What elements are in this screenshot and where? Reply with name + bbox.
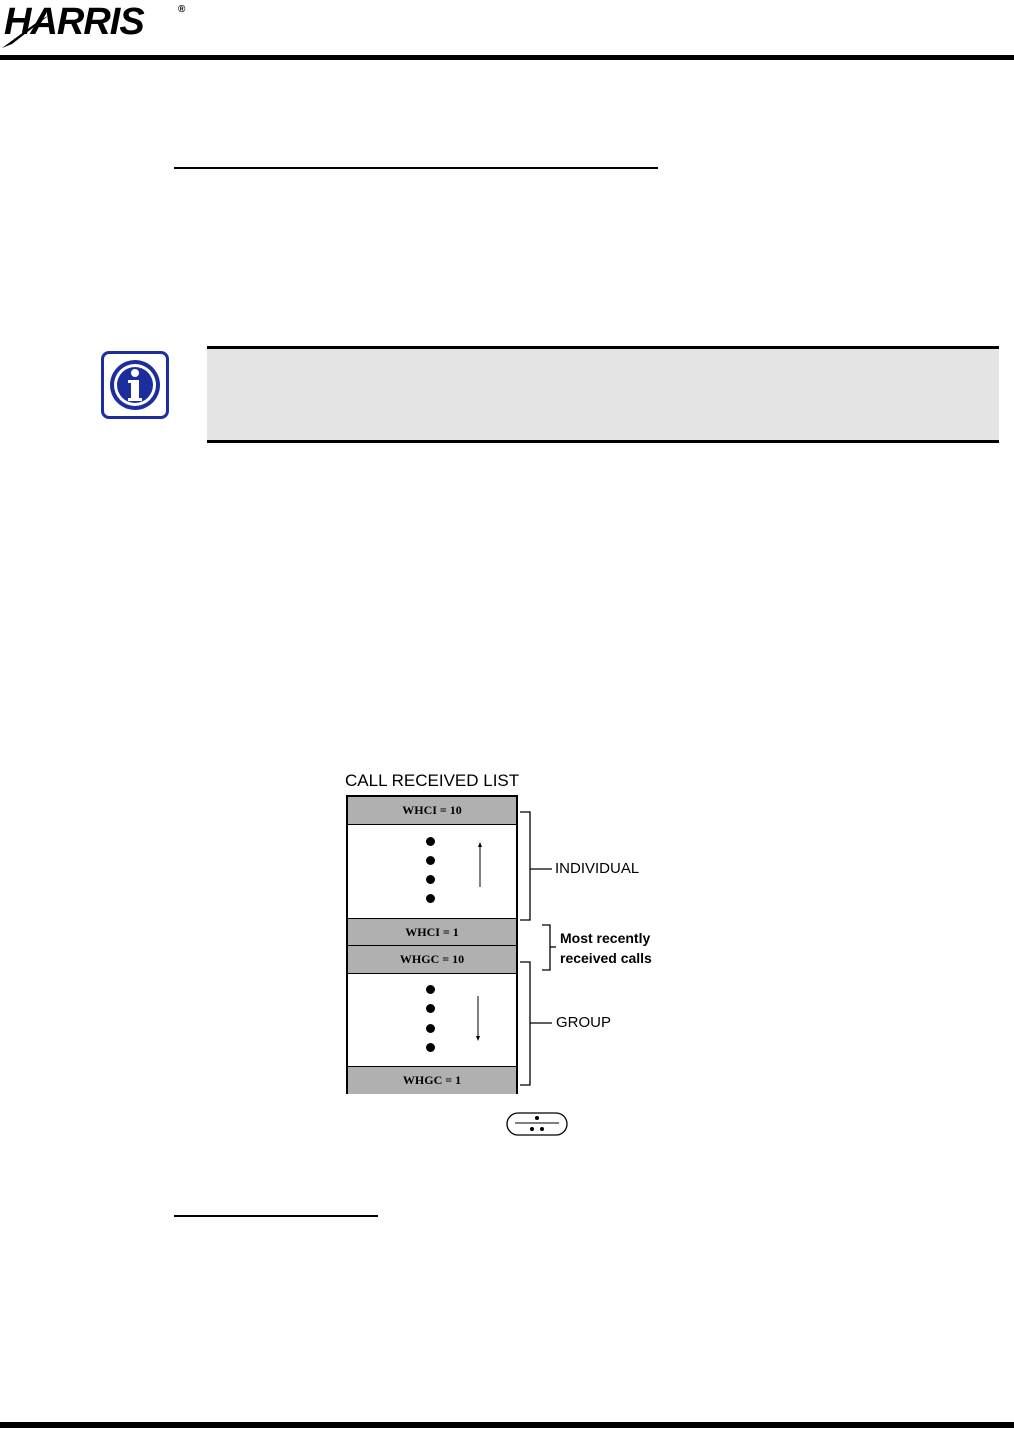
bracket-lines <box>518 810 558 1090</box>
info-icon <box>101 351 169 419</box>
row-whci-1: WHCI = 1 <box>348 918 516 946</box>
note-box <box>207 346 999 443</box>
list-dot <box>426 894 435 903</box>
list-dot <box>426 837 435 846</box>
logo-swoosh-icon <box>0 14 60 50</box>
group-label: GROUP <box>556 1014 612 1031</box>
footer-rule <box>0 1422 1014 1428</box>
list-dot <box>426 1024 435 1033</box>
most-recent-label <box>560 928 652 968</box>
info-icon-glyph <box>104 354 166 416</box>
section-heading-underline <box>174 1215 378 1217</box>
navigation-button-icon <box>505 1110 569 1138</box>
section-heading-underline <box>174 167 658 169</box>
row-whci-10: WHCI = 10 <box>348 797 516 825</box>
list-dot <box>426 856 435 865</box>
row-whgc-10: WHGC = 10 <box>348 946 516 974</box>
most-recent-line1: Most recently <box>560 930 651 946</box>
list-dot <box>426 875 435 884</box>
registered-mark: ® <box>178 4 186 15</box>
header-rule <box>0 55 1014 60</box>
arrow-up-icon <box>475 842 485 888</box>
row-whgc-1: WHGC = 1 <box>348 1066 516 1094</box>
harris-logo: HARRIS <box>4 1 144 43</box>
most-recent-line2: received calls <box>560 950 652 966</box>
individual-label: INDIVIDUAL <box>555 860 640 877</box>
diagram-title: CALL RECEIVED LIST <box>345 771 520 790</box>
list-dot <box>426 985 435 994</box>
list-dot <box>426 1004 435 1013</box>
arrow-down-icon <box>473 996 483 1042</box>
list-dot <box>426 1043 435 1052</box>
